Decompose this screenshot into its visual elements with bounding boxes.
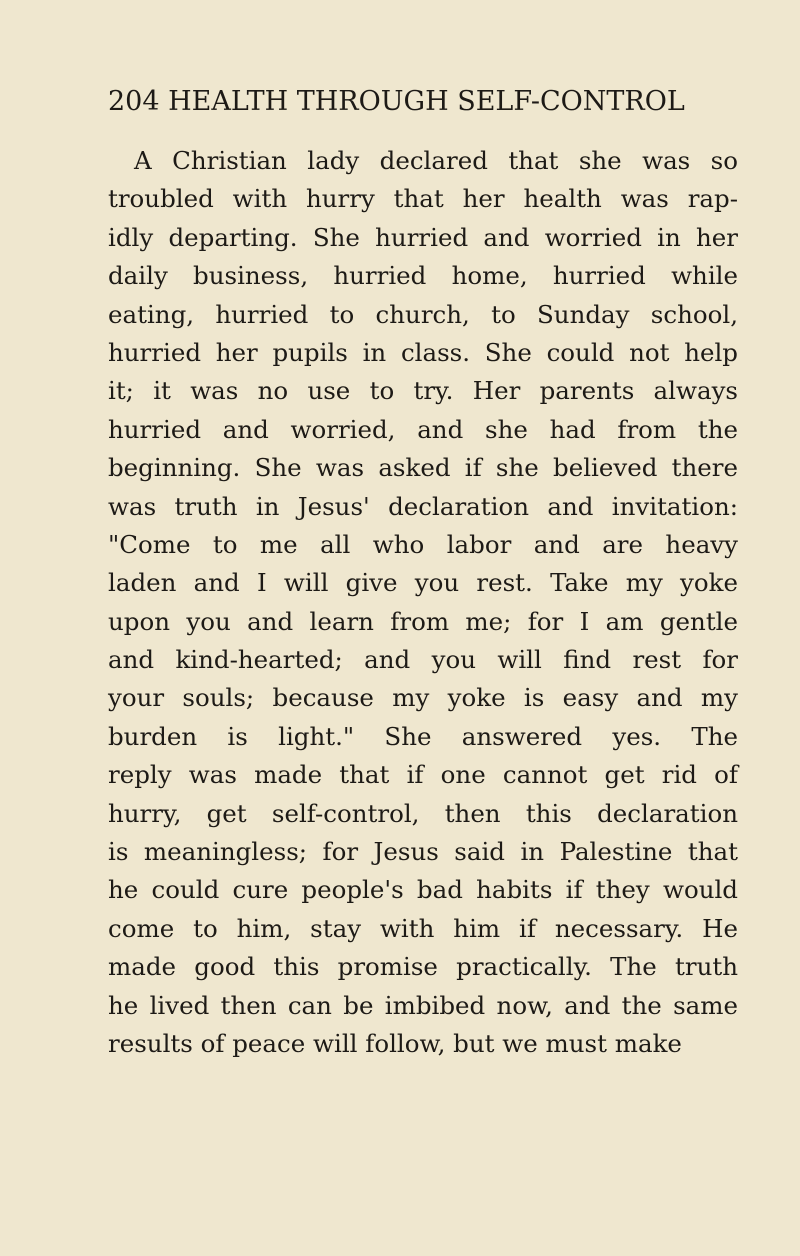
text-line: he could cure people's bad habits if they would: [108, 875, 738, 905]
text-line: A Christian lady declared that she was so: [134, 146, 738, 175]
text-line: hurry, get self-control, then this declaration: [108, 798, 738, 828]
text-line: daily business, hurried home, hurried while: [108, 261, 738, 291]
text-line: upon you and learn from me; for I am gentle: [108, 606, 738, 636]
text-line: "Come to me all who labor and are heavy: [108, 529, 738, 559]
text-line: was truth in Jesus' declaration and invitation:: [108, 491, 738, 521]
running-header: 204 HEALTH THROUGH SELF-CONTROL: [108, 86, 685, 117]
text-line: your souls; because my yoke is easy and my: [108, 683, 738, 713]
text-line: is meaningless; for Jesus said in Palestine that: [108, 837, 738, 867]
text-line: reply was made that if one cannot get rid of: [108, 760, 738, 790]
text-line: results of peace will follow, but we must make: [108, 1028, 682, 1058]
text-line: and kind-hearted; and you will find rest for: [108, 645, 738, 675]
text-line: laden and I will give you rest. Take my yoke: [108, 568, 738, 598]
text-line: beginning. She was asked if she believed there: [108, 453, 738, 483]
text-line: burden is light." She answered yes. The: [108, 721, 738, 751]
text-line: come to him, stay with him if necessary. He: [108, 913, 738, 943]
text-line: it; it was no use to try. Her parents always: [108, 376, 738, 406]
text-line: troubled with hurry that her health was rap-: [108, 184, 738, 214]
text-line: made good this promise practically. The truth: [108, 952, 738, 982]
text-line: he lived then can be imbibed now, and the same: [108, 990, 738, 1020]
body-paragraph: [108, 142, 738, 1063]
text-line: idly departing. She hurried and worried in her: [108, 222, 738, 252]
text-line: hurried her pupils in class. She could not help: [108, 337, 738, 367]
text-line: eating, hurried to church, to Sunday school,: [108, 299, 738, 329]
text-line: hurried and worried, and she had from the: [108, 414, 738, 444]
